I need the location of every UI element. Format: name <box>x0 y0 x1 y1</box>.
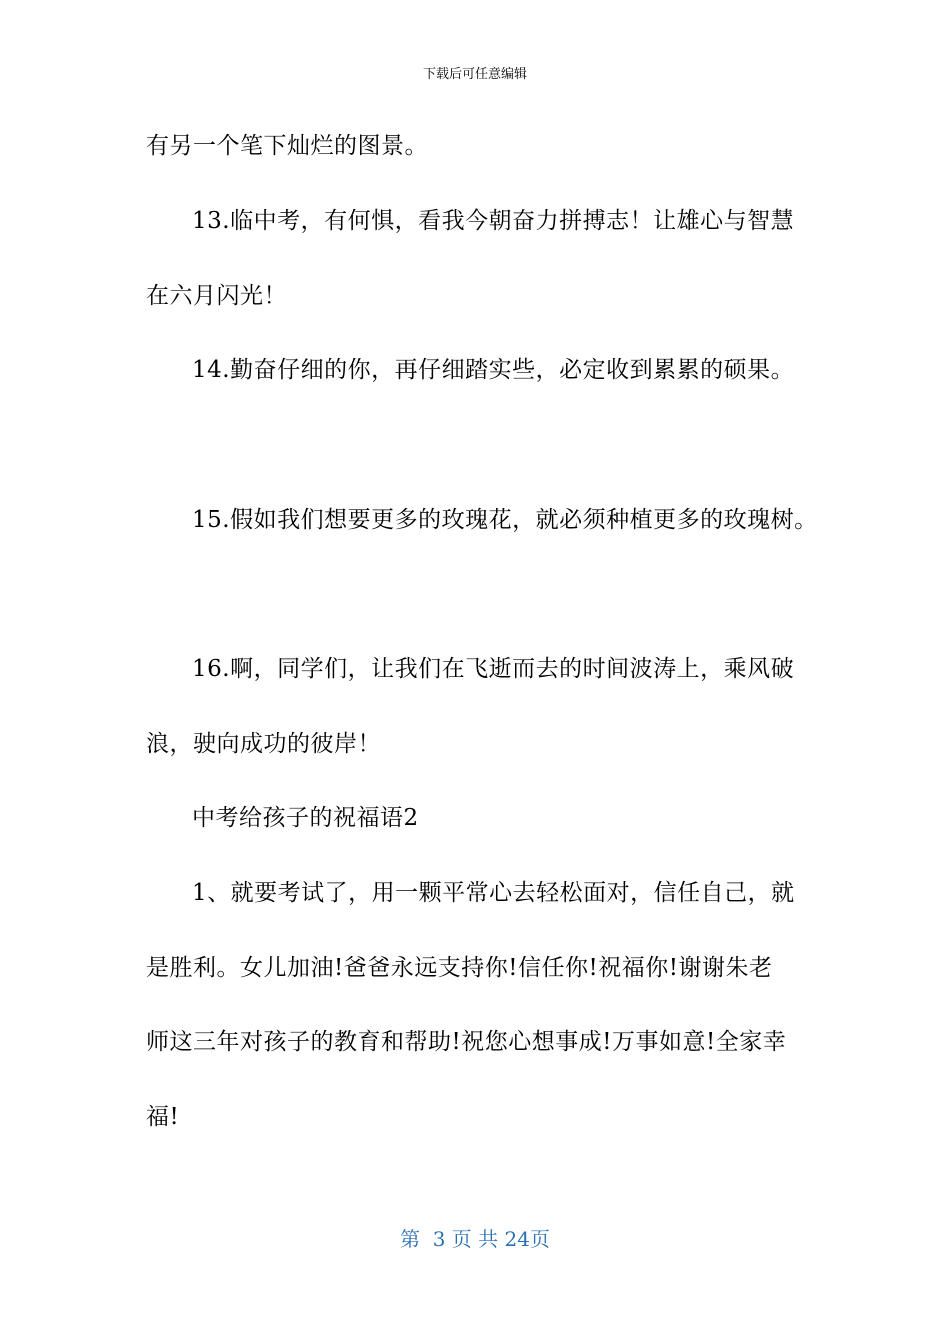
body-line-1: 有另一个笔下灿烂的图景。 <box>146 133 428 159</box>
body-line-9: 1、就要考试了，用一颗平常心去轻松面对，信任自己，就 <box>192 880 795 906</box>
body-line-5: 15.假如我们想要更多的玫瑰花，就必须种植更多的玫瑰树。 <box>192 507 818 533</box>
body-line-4: 14.勤奋仔细的你，再仔细踏实些，必定收到累累的硕果。 <box>192 357 795 383</box>
body-line-12: 福! <box>146 1104 180 1130</box>
body-line-6: 16.啊，同学们，让我们在飞逝而去的时间波涛上，乘风破 <box>192 656 795 682</box>
page-header: 下载后可任意编辑 <box>422 67 527 82</box>
body-line-2: 13.临中考，有何惧，看我今朝奋力拼搏志！让雄心与智慧 <box>192 208 795 234</box>
body-line-10: 是胜利。女儿加油!爸爸永远支持你!信任你!祝福你!谢谢朱老 <box>146 955 773 981</box>
body-line-7: 浪，驶向成功的彼岸！ <box>146 731 381 757</box>
page-number-footer: 第 3 页 共 24页 <box>400 1227 550 1251</box>
body-line-3: 在六月闪光！ <box>146 283 287 309</box>
body-line-11: 师这三年对孩子的教育和帮助!祝您心想事成!万事如意!全家幸 <box>146 1029 787 1055</box>
section-heading: 中考给孩子的祝福语2 <box>192 805 419 831</box>
